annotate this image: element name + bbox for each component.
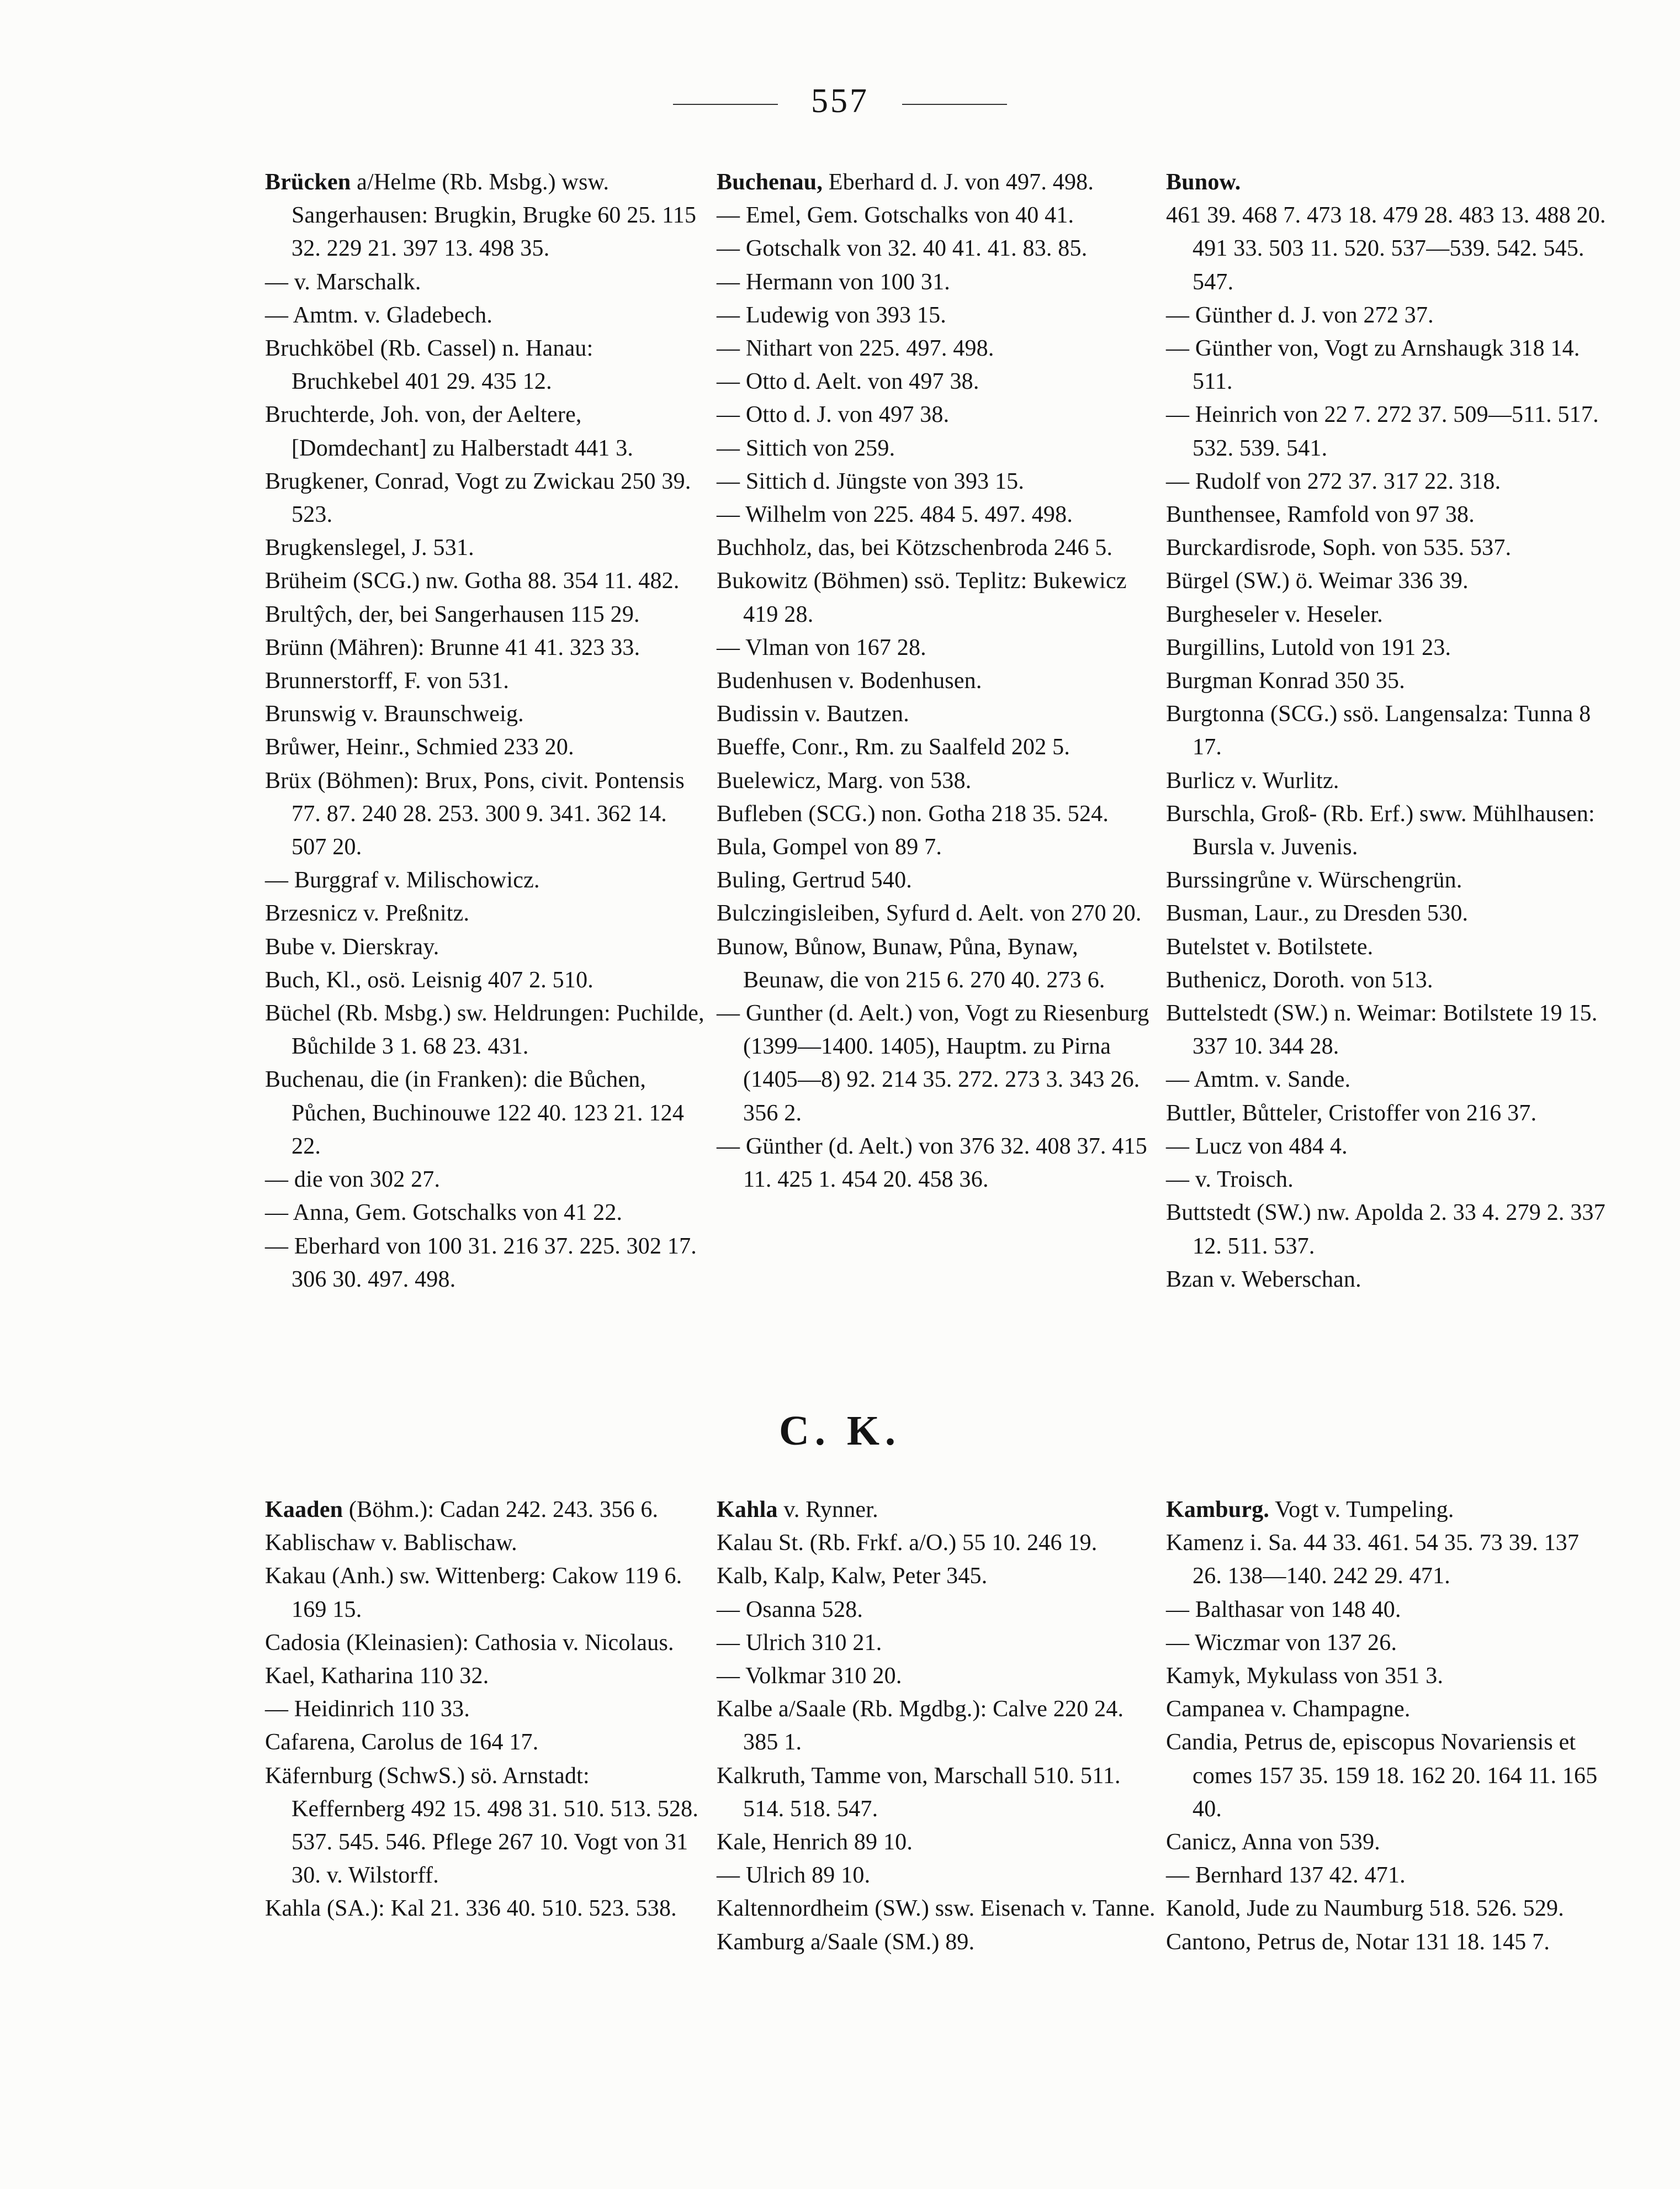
- index-entry-text: a/Helme (Rb. Msbg.) wsw. Sangerhausen: Brugkin, Brugke 60 25. 115 32. 229 21. 397 13. 498 35.: [292, 170, 697, 262]
- index-entry: [265, 1493, 707, 1526]
- index-entry-text: Bufleben (SCG.) non. Gotha 218 35. 524.: [717, 801, 1109, 827]
- index-entry-text: — Anna, Gem. Gotschalks von 41 22.: [265, 1200, 623, 1226]
- index-entry-text: — Günther von, Vogt zu Arnshaugk 318 14. 511.: [1166, 336, 1580, 395]
- index-entry-text: Käfernburg (SchwS.) sö. Arnstadt: Keffernberg 492 15. 498 31. 510. 513. 528. 537. 545. 546. Pflege 267 10. Vogt von 31 30. v. Wilstorff.: [265, 1763, 699, 1889]
- index-entry: [1166, 864, 1608, 897]
- index-entry: [265, 1526, 707, 1559]
- index-entry: [717, 299, 1158, 332]
- index-entry: [1166, 166, 1608, 199]
- index-entry: [265, 1693, 707, 1726]
- index-entry-text: — Ludewig von 393 15.: [717, 302, 946, 328]
- index-entry: [717, 1526, 1158, 1559]
- index-entry-text: 461 39. 468 7. 473 18. 479 28. 483 13. 488 20. 491 33. 503 11. 520. 537—539. 542. 545. 547.: [1166, 203, 1606, 295]
- index-entry: [717, 365, 1158, 398]
- index-entry-text: Kanold, Jude zu Naumburg 518. 526. 529.: [1166, 1896, 1564, 1922]
- index-entry-text: Bula, Gompel von 89 7.: [717, 834, 942, 860]
- index-entry: [1166, 964, 1608, 997]
- index-entry-text: Bürgel (SW.) ö. Weimar 336 39.: [1166, 568, 1469, 594]
- index-entry: [717, 631, 1158, 664]
- index-entry-text: Brzesnicz v. Preßnitz.: [265, 901, 470, 927]
- index-entry: [265, 598, 707, 631]
- index-entry: [717, 697, 1158, 731]
- index-entry-text: (Böhm.): Cadan 242. 243. 356 6.: [343, 1497, 659, 1522]
- index-entry-text: Buttler, Bůtteler, Cristoffer von 216 37.: [1166, 1100, 1537, 1126]
- index-entry-text: Cantono, Petrus de, Notar 131 18. 145 7.: [1166, 1929, 1550, 1955]
- index-entry: [717, 1659, 1158, 1693]
- index-entry-text: Kamburg a/Saale (SM.) 89.: [717, 1929, 975, 1955]
- index-entry-text: — Heinrich von 22 7. 272 37. 509—511. 517. 532. 539. 541.: [1166, 402, 1599, 461]
- index-entry: [717, 864, 1158, 897]
- index-entry: [1166, 930, 1608, 964]
- index-entry: [717, 764, 1158, 797]
- index-column-top-2: [717, 166, 1158, 1196]
- index-entry: [265, 631, 707, 664]
- index-entry: [265, 731, 707, 764]
- index-entry-text: Bube v. Dierskray.: [265, 934, 439, 960]
- index-entry-text: — Ulrich 89 10.: [717, 1863, 871, 1889]
- index-entry: [717, 1493, 1158, 1526]
- index-entry: [265, 266, 707, 299]
- index-entry-text: — Hermann von 100 31.: [717, 269, 950, 295]
- index-entry: [1166, 332, 1608, 398]
- index-entry-text: Brultŷch, der, bei Sangerhausen 115 29.: [265, 601, 640, 627]
- index-entry: [1166, 199, 1608, 299]
- index-entry-text: Büchel (Rb. Msbg.) sw. Heldrungen: Puchilde, Bůchilde 3 1. 68 23. 431.: [265, 1001, 704, 1060]
- index-entry-text: — Otto d. Aelt. von 497 38.: [717, 369, 979, 395]
- index-entry-text: — Gunther (d. Aelt.) von, Vogt zu Riesenburg (1399—1400. 1405), Hauptm. zu Pirna (1405—8) 92. 214 35. 272. 273 3. 343 26. 356 2.: [717, 1001, 1149, 1126]
- index-entry: [717, 997, 1158, 1130]
- index-entry-text: Bulczingisleiben, Syfurd d. Aelt. von 270 20.: [717, 901, 1142, 927]
- index-entry-text: Kalkruth, Tamme von, Marschall 510. 511. 514. 518. 547.: [717, 1763, 1121, 1822]
- header-rule-left: [673, 104, 778, 105]
- index-entry: [717, 1130, 1158, 1196]
- index-entry: [265, 1196, 707, 1229]
- index-entry-text: Vogt v. Tumpeling.: [1269, 1497, 1454, 1522]
- index-entry: [717, 199, 1158, 232]
- index-entry: [717, 731, 1158, 764]
- index-entry-text: — v. Troisch.: [1166, 1167, 1294, 1193]
- index-entry-text: Burssingrůne v. Würschengrün.: [1166, 868, 1462, 893]
- index-entry: [717, 897, 1158, 930]
- index-column-bottom-2: [717, 1493, 1158, 1959]
- index-entry-text: Buttelstedt (SW.) n. Weimar: Botilstete 19 15. 337 10. 344 28.: [1166, 1001, 1598, 1060]
- index-entry-text: Kablischaw v. Bablischaw.: [265, 1530, 517, 1556]
- index-entry-text: — Burggraf v. Milischowicz.: [265, 868, 540, 893]
- index-column-bottom-3: [1166, 1493, 1608, 1959]
- index-entry-text: Bunthensee, Ramfold von 97 38.: [1166, 502, 1475, 528]
- index-entry: [265, 1230, 707, 1296]
- index-entry: [717, 664, 1158, 697]
- index-entry-text: Bzan v. Weberschan.: [1166, 1266, 1361, 1292]
- index-entry: [1166, 498, 1608, 531]
- index-entry-text: Brünn (Mähren): Brunne 41 41. 323 33.: [265, 635, 640, 660]
- index-entry-headword: Kahla: [717, 1497, 778, 1522]
- index-entry-text: — Volkmar 310 20.: [717, 1663, 902, 1689]
- index-entry: [717, 831, 1158, 864]
- index-entry-text: Busman, Laur., zu Dresden 530.: [1166, 901, 1469, 927]
- index-entry-text: — v. Marschalk.: [265, 269, 421, 295]
- index-entry: [1166, 598, 1608, 631]
- index-entry-text: — Wiczmar von 137 26.: [1166, 1630, 1397, 1656]
- index-entry-text: Kamenz i. Sa. 44 33. 461. 54 35. 73 39. 137 26. 138—140. 242 29. 471.: [1166, 1530, 1580, 1589]
- index-entry: [1166, 1163, 1608, 1196]
- index-entry: [265, 1626, 707, 1659]
- index-entry-text: — Bernhard 137 42. 471.: [1166, 1863, 1406, 1889]
- index-entry: [717, 398, 1158, 431]
- index-entry-text: Cafarena, Carolus de 164 17.: [265, 1730, 539, 1756]
- index-entry: [265, 1892, 707, 1925]
- index-entry: [1166, 797, 1608, 864]
- index-entry: [717, 1926, 1158, 1959]
- index-entry: [717, 166, 1158, 199]
- index-entry-headword: Kaaden: [265, 1497, 343, 1522]
- index-entry-text: — Otto d. J. von 497 38.: [717, 402, 950, 428]
- index-entry-text: Bueffe, Conr., Rm. zu Saalfeld 202 5.: [717, 734, 1070, 760]
- index-entry-text: — Vlman von 167 28.: [717, 635, 926, 660]
- index-entry: [717, 797, 1158, 831]
- index-entry: [1166, 697, 1608, 764]
- index-entry: [1166, 465, 1608, 498]
- index-entry-text: — Günther d. J. von 272 37.: [1166, 302, 1434, 328]
- index-entry: [1166, 1263, 1608, 1296]
- index-entry: [1166, 299, 1608, 332]
- index-entry: [1166, 1493, 1608, 1526]
- index-entry: [717, 232, 1158, 265]
- index-column-top-3: [1166, 166, 1608, 1296]
- index-entry: [1166, 1859, 1608, 1892]
- index-entry: [1166, 398, 1608, 464]
- index-entry: [265, 897, 707, 930]
- index-entry: [717, 1759, 1158, 1826]
- index-entry: [1166, 997, 1608, 1063]
- index-entry-text: Butelstet v. Botilstete.: [1166, 934, 1374, 960]
- index-entry: [265, 964, 707, 997]
- index-entry-text: Buchholz, das, bei Kötzschenbroda 246 5.: [717, 535, 1113, 561]
- index-entry: [265, 1559, 707, 1626]
- index-entry: [1166, 1097, 1608, 1130]
- index-column-bottom-1: [265, 1493, 707, 1926]
- index-entry: [265, 465, 707, 531]
- index-entry: [265, 664, 707, 697]
- index-entry-text: Candia, Petrus de, episcopus Novariensis et comes 157 35. 159 18. 162 20. 164 11. 165 40.: [1166, 1730, 1598, 1822]
- index-entry: [717, 1693, 1158, 1759]
- index-entry-text: Budissin v. Bautzen.: [717, 701, 909, 727]
- index-entry: [265, 564, 707, 598]
- index-entry: [717, 531, 1158, 564]
- index-entry-text: — Lucz von 484 4.: [1166, 1133, 1348, 1159]
- index-entry: [265, 398, 707, 464]
- index-entry-text: Kahla (SA.): Kal 21. 336 40. 510. 523. 538.: [265, 1896, 677, 1922]
- index-entry-text: Buling, Gertrud 540.: [717, 868, 912, 893]
- index-entry: [717, 1626, 1158, 1659]
- index-entry-text: Kale, Henrich 89 10.: [717, 1830, 913, 1855]
- index-entry-text: Brugkenslegel, J. 531.: [265, 535, 474, 561]
- index-entry-text: — die von 302 27.: [265, 1167, 441, 1193]
- index-entry-text: — Nithart von 225. 497. 498.: [717, 336, 994, 362]
- index-entry-text: — Balthasar von 148 40.: [1166, 1596, 1401, 1622]
- index-entry: [265, 764, 707, 864]
- index-entry: [1166, 1626, 1608, 1659]
- index-entry: [717, 498, 1158, 531]
- index-entry: [265, 697, 707, 731]
- index-entry: [265, 332, 707, 398]
- index-entry: [717, 266, 1158, 299]
- index-entry-text: Brüx (Böhmen): Brux, Pons, civit. Pontensis 77. 87. 240 28. 253. 300 9. 341. 362 14. 507 20.: [265, 768, 685, 860]
- index-entry-text: Buchenau, die (in Franken): die Bůchen, Půchen, Buchinouwe 122 40. 123 21. 124 22.: [265, 1067, 685, 1159]
- index-entry: [717, 1859, 1158, 1892]
- index-entry: [1166, 631, 1608, 664]
- index-entry-text: Bruchterde, Joh. von, der Aeltere, [Domdechant] zu Halberstadt 441 3.: [265, 402, 634, 461]
- index-entry-text: Burgillins, Lutold von 191 23.: [1166, 635, 1451, 660]
- index-entry-text: Canicz, Anna von 539.: [1166, 1830, 1380, 1855]
- index-entry: [1166, 1726, 1608, 1826]
- index-entry: [717, 465, 1158, 498]
- index-entry-text: Kalau St. (Rb. Frkf. a/O.) 55 10. 246 19.: [717, 1530, 1098, 1556]
- index-entry-text: — Amtm. v. Sande.: [1166, 1067, 1351, 1093]
- index-entry-text: — Ulrich 310 21.: [717, 1630, 882, 1656]
- index-entry: [1166, 764, 1608, 797]
- index-entry-text: v. Rynner.: [777, 1497, 878, 1522]
- index-entry-text: — Osanna 528.: [717, 1596, 863, 1622]
- index-entry-text: Kael, Katharina 110 32.: [265, 1663, 489, 1689]
- index-entry: [265, 531, 707, 564]
- index-entry: [265, 166, 707, 266]
- index-entry-text: Bruchköbel (Rb. Cassel) n. Hanau: Bruchkebel 401 29. 435 12.: [265, 336, 593, 395]
- index-entry: [1166, 1593, 1608, 1626]
- index-entry: [1166, 1063, 1608, 1096]
- index-entry-text: Budenhusen v. Bodenhusen.: [717, 668, 982, 694]
- index-entry: [717, 432, 1158, 465]
- index-entry: [1166, 1659, 1608, 1693]
- index-entry-text: Kaltennordheim (SW.) ssw. Eisenach v. Tanne.: [717, 1896, 1156, 1922]
- index-entry: [717, 930, 1158, 997]
- index-entry-text: Kakau (Anh.) sw. Wittenberg: Cakow 119 6. 169 15.: [265, 1563, 682, 1622]
- index-entry-text: Brüheim (SCG.) nw. Gotha 88. 354 11. 482.: [265, 568, 680, 594]
- index-entry-text: Campanea v. Champagne.: [1166, 1696, 1411, 1722]
- index-entry-text: — Eberhard von 100 31. 216 37. 225. 302 17. 306 30. 497. 498.: [265, 1233, 697, 1292]
- index-entry: [265, 997, 707, 1063]
- index-entry: [265, 1063, 707, 1163]
- index-entry: [265, 1659, 707, 1693]
- index-entry-text: Bunow, Bůnow, Bunaw, Půna, Bynaw, Beunaw, die von 215 6. 270 40. 273 6.: [717, 934, 1105, 993]
- index-entry: [717, 332, 1158, 365]
- index-entry-text: Kamyk, Mykulass von 351 3.: [1166, 1663, 1444, 1689]
- index-entry: [265, 930, 707, 964]
- index-entry: [1166, 1826, 1608, 1859]
- index-entry: [1166, 1926, 1608, 1959]
- index-entry-text: Brugkener, Conrad, Vogt zu Zwickau 250 39. 523.: [265, 468, 691, 528]
- index-entry-text: Brůwer, Heinr., Schmied 233 20.: [265, 734, 574, 760]
- index-entry: [1166, 1693, 1608, 1726]
- index-entry-text: — Sittich d. Jüngste von 393 15.: [717, 468, 1025, 494]
- index-entry: [1166, 897, 1608, 930]
- index-entry-text: — Gotschalk von 32. 40 41. 41. 83. 85.: [717, 236, 1088, 262]
- index-entry-headword: Brücken: [265, 170, 351, 195]
- index-entry-text: Burgheseler v. Heseler.: [1166, 601, 1383, 627]
- index-entry-text: Brunswig v. Braunschweig.: [265, 701, 524, 727]
- index-entry: [265, 1759, 707, 1892]
- index-entry-headword: Buchenau,: [717, 170, 823, 195]
- index-entry: [717, 1892, 1158, 1925]
- index-entry: [265, 1163, 707, 1196]
- page-header: [0, 82, 1680, 121]
- index-entry: [265, 1726, 707, 1759]
- index-column-top-1: [265, 166, 707, 1296]
- index-entry-text: Burgman Konrad 350 35.: [1166, 668, 1405, 694]
- index-entry-text: Buelewicz, Marg. von 538.: [717, 768, 972, 794]
- index-entry: [1166, 1130, 1608, 1163]
- index-entry-text: Burlicz v. Wurlitz.: [1166, 768, 1339, 794]
- index-entry: [717, 564, 1158, 631]
- index-entry-text: Eberhard d. J. von 497. 498.: [823, 170, 1094, 195]
- index-entry: [717, 1826, 1158, 1859]
- index-entry: [717, 1559, 1158, 1593]
- index-entry-text: Burgtonna (SCG.) ssö. Langensalza: Tunna 8 17.: [1166, 701, 1591, 760]
- index-entry: [717, 1593, 1158, 1626]
- index-entry-text: Buthenicz, Doroth. von 513.: [1166, 967, 1433, 993]
- index-entry-text: Buch, Kl., osö. Leisnig 407 2. 510.: [265, 967, 593, 993]
- header-rule-right: [902, 104, 1007, 105]
- index-entry: [265, 864, 707, 897]
- section-title: C. K.: [779, 1408, 901, 1454]
- index-entry-text: Burschla, Groß- (Rb. Erf.) sww. Mühlhausen: Bursla v. Juvenis.: [1166, 801, 1595, 860]
- index-entry-text: Kalbe a/Saale (Rb. Mgdbg.): Calve 220 24. 385 1.: [717, 1696, 1124, 1756]
- index-entry-text: — Günther (d. Aelt.) von 376 32. 408 37. 415 11. 425 1. 454 20. 458 36.: [717, 1133, 1147, 1193]
- index-entry: [1166, 1526, 1608, 1593]
- index-entry-text: Burckardisrode, Soph. von 535. 537.: [1166, 535, 1512, 561]
- index-entry: [1166, 1892, 1608, 1925]
- index-entry-text: Kalb, Kalp, Kalw, Peter 345.: [717, 1563, 988, 1589]
- index-entry-text: Bukowitz (Böhmen) ssö. Teplitz: Bukewicz 419 28.: [717, 568, 1127, 627]
- index-entry: [1166, 1196, 1608, 1262]
- index-entry-text: — Wilhelm von 225. 484 5. 497. 498.: [717, 502, 1073, 528]
- index-entry-text: Brunnerstorff, F. von 531.: [265, 668, 510, 694]
- index-entry: [1166, 664, 1608, 697]
- index-entry-text: — Heidinrich 110 33.: [265, 1696, 470, 1722]
- page-number: 557: [811, 82, 869, 120]
- index-entry-text: — Emel, Gem. Gotschalks von 40 41.: [717, 203, 1074, 229]
- index-entry-text: — Rudolf von 272 37. 317 22. 318.: [1166, 468, 1501, 494]
- index-entry-text: — Amtm. v. Gladebech.: [265, 302, 493, 328]
- index-entry-text: Cadosia (Kleinasien): Cathosia v. Nicolaus.: [265, 1630, 674, 1656]
- index-entry-headword: Bunow.: [1166, 170, 1241, 195]
- index-entry: [265, 299, 707, 332]
- index-entry-text: Buttstedt (SW.) nw. Apolda 2. 33 4. 279 2. 337 12. 511. 537.: [1166, 1200, 1605, 1259]
- index-entry-text: — Sittich von 259.: [717, 435, 895, 461]
- index-entry-headword: Kamburg.: [1166, 1497, 1270, 1522]
- index-entry: [1166, 564, 1608, 598]
- index-entry: [1166, 531, 1608, 564]
